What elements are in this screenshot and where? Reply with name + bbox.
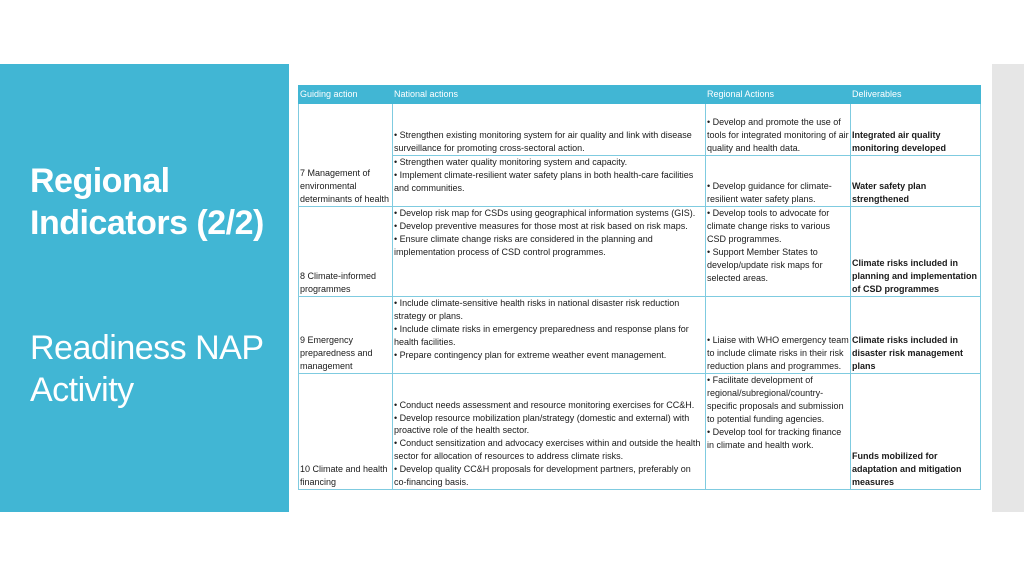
regional-actions-cell: [706, 156, 851, 207]
national-actions-text: • Conduct needs assessment and resource monitoring exercises for CC&H. • Develop resource mobilization plan/strategy (domestic and external) with proactive role of the health sector. • Conduct sensitization and advocacy exercises within and outside the health sector for allocation of resources to address climate risks. • Develop quality CC&H proposals for development partners, preferably on co-financing basis.: [394, 399, 701, 488]
regional-actions-text: • Liaise with WHO emergency team to include climate risks in their risk reduction plans and programmes.: [707, 335, 849, 372]
regional-actions-text: • Develop guidance for climate-resilient water safety plans.: [707, 181, 832, 205]
guiding-action-cell: [299, 104, 393, 207]
regional-actions-text: • Facilitate development of regional/subregional/country-specific proposals and submission to potential funding agencies. • Develop tool for tracking finance in climate and health work.: [707, 375, 844, 450]
deliverable-cell: [851, 374, 981, 490]
regional-actions-cell: [706, 374, 851, 490]
deliverable-text: Water safety plan strengthened: [852, 181, 927, 205]
deliverable-cell: [851, 297, 981, 374]
regional-actions-cell: [706, 104, 851, 156]
national-actions-cell: [393, 374, 706, 490]
deliverable-text: Climate risks included in disaster risk management plans: [852, 335, 964, 372]
deliverable-cell: [851, 104, 981, 156]
header-guiding-action: Guiding action: [299, 86, 393, 104]
table-row: [299, 156, 981, 207]
national-actions-text: • Include climate-sensitive health risks in national disaster risk reduction strategy or plans. • Include climate risks in emergency preparedness and response plans for health facilities. • Prepare contingency plan for extreme weather event management.: [394, 298, 689, 360]
national-actions-cell: [393, 297, 706, 374]
national-actions-text: • Develop risk map for CSDs using geographical information systems (GIS). • Develop preventive measures for those most at risk based on risk maps. • Ensure climate change risks are considered in the planning and implementation process of CSD control programmes.: [394, 208, 696, 257]
header-deliverables: Deliverables: [851, 86, 981, 104]
guiding-action-text: 7 Management of environmental determinants of health: [300, 168, 390, 205]
slide-subtitle: Readiness NAP Activity: [30, 329, 263, 409]
table-row: [299, 104, 981, 156]
deliverable-cell: [851, 207, 981, 297]
deliverable-text: Integrated air quality monitoring developed: [852, 130, 947, 154]
guiding-action-text: 9 Emergency preparedness and management: [300, 335, 373, 372]
deliverable-text: Climate risks included in planning and implementation of CSD programmes: [852, 258, 978, 295]
header-national-actions: National actions: [393, 86, 706, 104]
deliverable-cell: [851, 156, 981, 207]
regional-actions-text: • Develop tools to advocate for climate change risks to various CSD programmes. • Support Member States to develop/update risk maps for selected areas.: [707, 208, 831, 283]
guiding-action-cell: [299, 374, 393, 490]
guiding-action-text: 8 Climate-informed programmes: [300, 271, 377, 295]
right-accent-strip: [992, 64, 1024, 512]
table-row: [299, 207, 981, 297]
regional-actions-cell: [706, 297, 851, 374]
regional-actions-text: • Develop and promote the use of tools for integrated monitoring of air quality and health data.: [707, 117, 849, 154]
deliverable-text: Funds mobilized for adaptation and mitigation measures: [852, 451, 962, 488]
header-regional-actions: Regional Actions: [706, 86, 851, 104]
national-actions-text: • Strengthen existing monitoring system for air quality and link with disease surveillance for promoting cross-sectoral action.: [394, 130, 692, 154]
national-actions-cell: [393, 104, 706, 156]
national-actions-cell: [393, 156, 706, 207]
regional-actions-cell: [706, 207, 851, 297]
title-panel: [0, 64, 289, 512]
slide-title: Regional Indicators (2/2): [30, 162, 264, 242]
guiding-action-cell: [299, 297, 393, 374]
national-actions-cell: [393, 207, 706, 297]
table-row: [299, 297, 981, 374]
table-row: [299, 374, 981, 490]
national-actions-text: • Strengthen water quality monitoring system and capacity. • Implement climate-resilient water safety plans in both health-care facilities and communities.: [394, 157, 694, 193]
guiding-action-cell: [299, 207, 393, 297]
guiding-action-text: 10 Climate and health financing: [300, 464, 388, 488]
table-header-row: [299, 86, 981, 104]
nap-indicators-table: [298, 85, 981, 490]
